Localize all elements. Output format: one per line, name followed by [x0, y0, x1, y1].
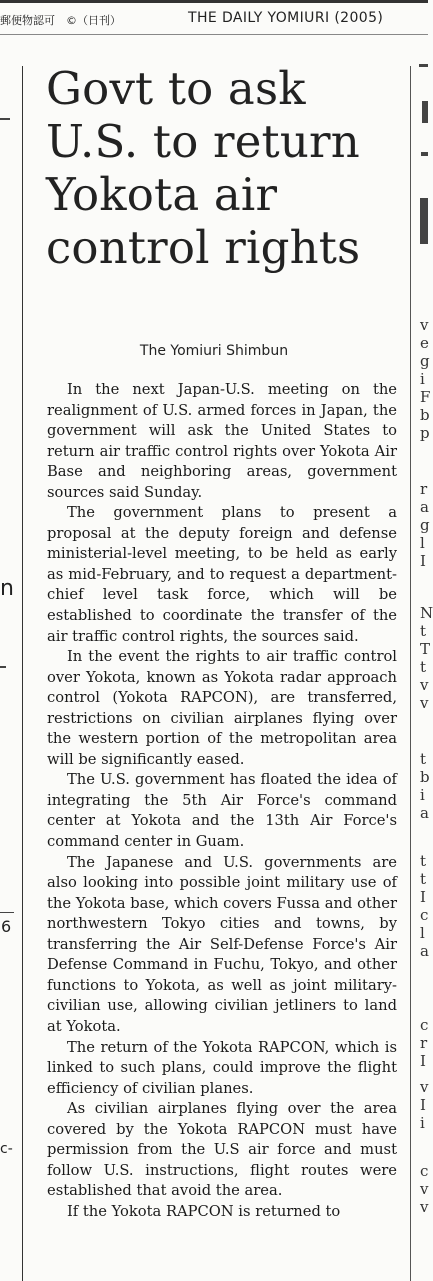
right-letter: p	[420, 424, 430, 442]
right-letter: a	[420, 804, 429, 822]
right-column-fragment	[420, 604, 433, 712]
header-left: 郵便物認可 ©（日刊）	[0, 14, 121, 27]
paragraph: In the next Japan-U.S. meeting on the realignment of U.S. armed forces in Japan, the government will ask the United States to return air traffic control rights over Yokota Air Base and neighboring areas, government sources said Sunday.	[47, 381, 397, 501]
right-letter: l	[420, 924, 425, 942]
right-letter: c	[420, 906, 429, 924]
right-letter: c	[420, 1016, 429, 1034]
right-letter: l	[420, 534, 425, 552]
paragraph: In the event the rights to air traffic control over Yokota, known as Yokota radar approach control (Yokota RAPCON), are transferred, restrictions on civilian airplanes flying over the western portion of the metropolitan area will be significantly eased.	[47, 648, 397, 768]
left-fragment-6: 6	[1, 917, 12, 936]
left-fragment-rule-2	[0, 912, 14, 913]
paragraph: The government plans to present a proposal at the deputy foreign and defense ministerial-level meeting, to be held as early as mid-February, and to request a department-chief level task force, which will be established to coordinate the transfer of the air traffic control rights, the sources said.	[47, 504, 397, 645]
right-letter: r	[420, 480, 428, 498]
left-fragment-rule	[0, 118, 10, 120]
paragraph: If the Yokota RAPCON is returned to	[67, 1202, 341, 1220]
left-fragment-n: n	[0, 576, 14, 601]
right-column-fragment	[420, 1162, 428, 1216]
right-letter: v	[420, 1180, 429, 1198]
right-letter: v	[420, 694, 429, 712]
paragraph: As civilian airplanes flying over the area covered by the Yokota RAPCON must have permission from the U.S air force and must follow U.S. instructions, flight routes were established that avoid the area.	[47, 1100, 397, 1200]
left-column-rule	[22, 66, 23, 1281]
right-letter: v	[420, 1078, 429, 1096]
right-letter: t	[420, 750, 427, 768]
right-headline-fragment-3	[421, 152, 428, 156]
right-column-fragment	[420, 480, 430, 570]
paragraph: The U.S. government has floated the idea of integrating the 5th Air Force's command center at Yokota and the 13th Air Force's command center in Guam.	[47, 771, 397, 851]
right-letter: v	[420, 676, 429, 694]
right-letter: a	[420, 942, 429, 960]
article-byline: The Yomiuri Shimbun	[139, 343, 289, 359]
right-letter: I	[420, 1052, 426, 1070]
paragraph: The return of the Yokota RAPCON, which is linked to such plans, could improve the flight efficiency of civilian planes.	[47, 1038, 397, 1097]
right-letter: c	[420, 1162, 429, 1180]
right-headline-fragment-2	[422, 101, 428, 123]
right-letter: r	[420, 1034, 428, 1052]
right-letter: i	[420, 786, 425, 804]
right-column-fragment	[420, 316, 430, 442]
right-column-fragment	[420, 750, 430, 822]
right-letter: g	[420, 516, 430, 534]
right-letter: I	[420, 1096, 426, 1114]
right-letter: i	[420, 1114, 425, 1132]
left-fragment-c: c-	[0, 1141, 13, 1157]
right-column-fragment	[420, 1016, 428, 1070]
left-fragment-dash	[0, 666, 6, 668]
paragraph: The Japanese and U.S. governments are also looking into possible joint military use of the Yokota base, which covers Fussa and other northwestern Tokyo cities and towns, by transferring the Air Self-Defense Force's Air Defense Command in Fuchu, Tokyo, and other functions to Yokota, as well as joint military-civilian use, allowing civilian jetliners to land at Yokota.	[47, 853, 397, 1035]
right-letter: b	[420, 406, 430, 424]
right-column-rule	[410, 66, 411, 1281]
right-headline-fragment-4	[420, 198, 428, 244]
right-headline-fragment-1	[419, 64, 428, 67]
right-letter: T	[420, 640, 431, 658]
right-column-fragment	[420, 852, 429, 960]
right-letter: I	[420, 552, 426, 570]
right-letter: t	[420, 622, 427, 640]
right-letter: i	[420, 370, 425, 388]
right-letter: t	[420, 852, 427, 870]
page-header	[0, 0, 428, 35]
article-body	[47, 380, 397, 1222]
right-letter: F	[420, 388, 431, 406]
right-letter: v	[420, 316, 429, 334]
right-letter: e	[420, 334, 429, 352]
right-letter: t	[420, 658, 427, 676]
right-column-fragment	[420, 1078, 428, 1132]
right-letter: a	[420, 498, 429, 516]
publication-name: THE DAILY YOMIURI (2005)	[188, 10, 384, 26]
right-letter: t	[420, 870, 427, 888]
article-headline: Govt to ask U.S. to return Yokota air control rights	[46, 62, 361, 274]
right-letter: g	[420, 352, 430, 370]
right-letter: N	[420, 604, 433, 622]
right-letter: b	[420, 768, 430, 786]
right-letter: I	[420, 888, 426, 906]
right-letter: v	[420, 1198, 429, 1216]
